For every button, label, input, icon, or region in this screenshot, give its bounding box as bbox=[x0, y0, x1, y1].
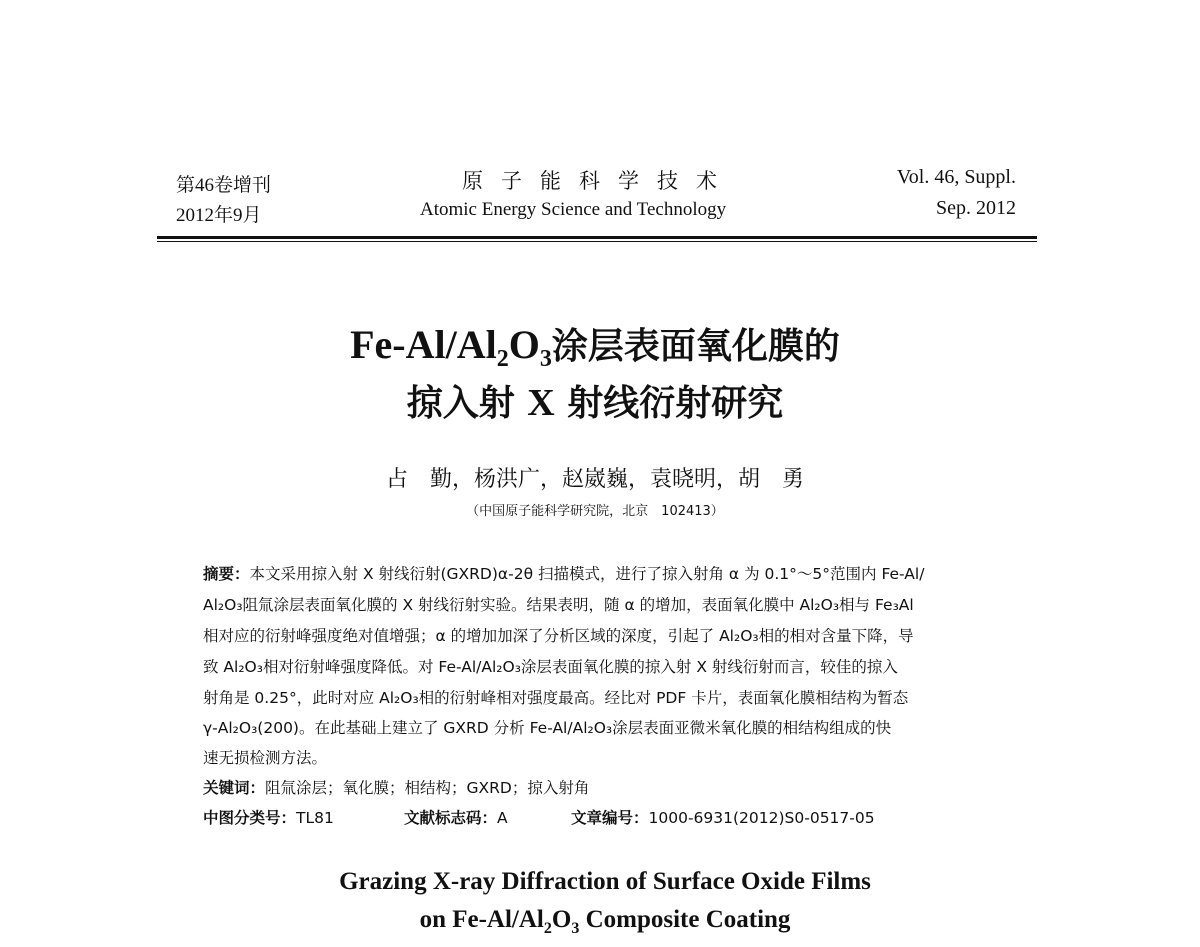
abstract-line: Al₂O₃阻氚涂层表面氧化膜的 X 射线衍射实验。结果表明，随 α 的增加，表面氧化膜中 Al₂O₃相与 Fe₃Al bbox=[203, 596, 914, 614]
abstract-label: 摘要： bbox=[203, 565, 250, 583]
header-journal-cn: 原子能科学技术 bbox=[462, 169, 735, 193]
article-number: 文章编号：1000-6931(2012)S0-0517-05 bbox=[571, 809, 875, 827]
affiliation: （中国原子能科学研究院，北京 102413） bbox=[466, 504, 724, 519]
header-rule-thin bbox=[157, 241, 1037, 242]
keywords bbox=[203, 776, 589, 798]
header-rule-thick bbox=[157, 236, 1037, 239]
english-title-line2: on $Fe-Al/Al_2O_3$ Composite Coating bbox=[419, 906, 791, 937]
paper-title-line2: 掠入射 X 射线衍射研究 bbox=[406, 382, 784, 424]
header-date-en: Sep. 2012 bbox=[936, 197, 1016, 219]
abstract-line: 摘要：本文采用掠入射 X 射线衍射(GXRD)α-2θ 扫描模式，进行了掠入射角 α 为 0.1°～5°范围内 Fe-Al/ bbox=[203, 565, 925, 583]
abstract-line: 速无损检测方法。 bbox=[203, 749, 328, 767]
paper-title-line1: $Fe-Al/Al_2O_3$涂层表面氧化膜的 bbox=[350, 322, 840, 373]
header-date-cn: 2012年9月 bbox=[176, 205, 262, 226]
header-volume-cn: 第46卷增刊 bbox=[176, 175, 272, 196]
keywords-label: 关键词： bbox=[203, 779, 266, 797]
abstract-line: 相对应的衍射峰强度绝对值增强；α 的增加加深了分析区域的深度，引起了 Al₂O₃相的相对含量下降，导 bbox=[203, 627, 914, 645]
header-volume-en: Vol. 46, Suppl. bbox=[896, 166, 1016, 188]
classification-number: 中图分类号：TL81 bbox=[203, 809, 334, 827]
abstract-line: 致 Al₂O₃相对衍射峰强度降低。对 Fe-Al/Al₂O₃涂层表面氧化膜的掠入射 X 射线衍射而言，较佳的掠入 bbox=[203, 658, 898, 676]
english-title-line1: Grazing X-ray Diffraction of Surface Oxide Films bbox=[339, 868, 871, 895]
abstract-line: 射角是 0.25°，此时对应 Al₂O₃相的衍射峰相对强度最高。经比对 PDF 卡片，表面氧化膜相结构为暂态 bbox=[203, 689, 909, 707]
header-journal-en: Atomic Energy Science and Technology bbox=[420, 199, 727, 220]
document-code: 文献标志码：A bbox=[404, 809, 508, 827]
abstract-line: γ-Al₂O₃(200)。在此基础上建立了 GXRD 分析 Fe-Al/Al₂O₃涂层表面亚微米氧化膜的相结构组成的快 bbox=[203, 719, 892, 737]
authors: 占 勤，杨洪广，赵崴巍，袁晓明，胡 勇 bbox=[385, 467, 804, 492]
keywords-value: 阻氚涂层；氧化膜；相结构；GXRD；掠入射角 bbox=[265, 779, 590, 797]
